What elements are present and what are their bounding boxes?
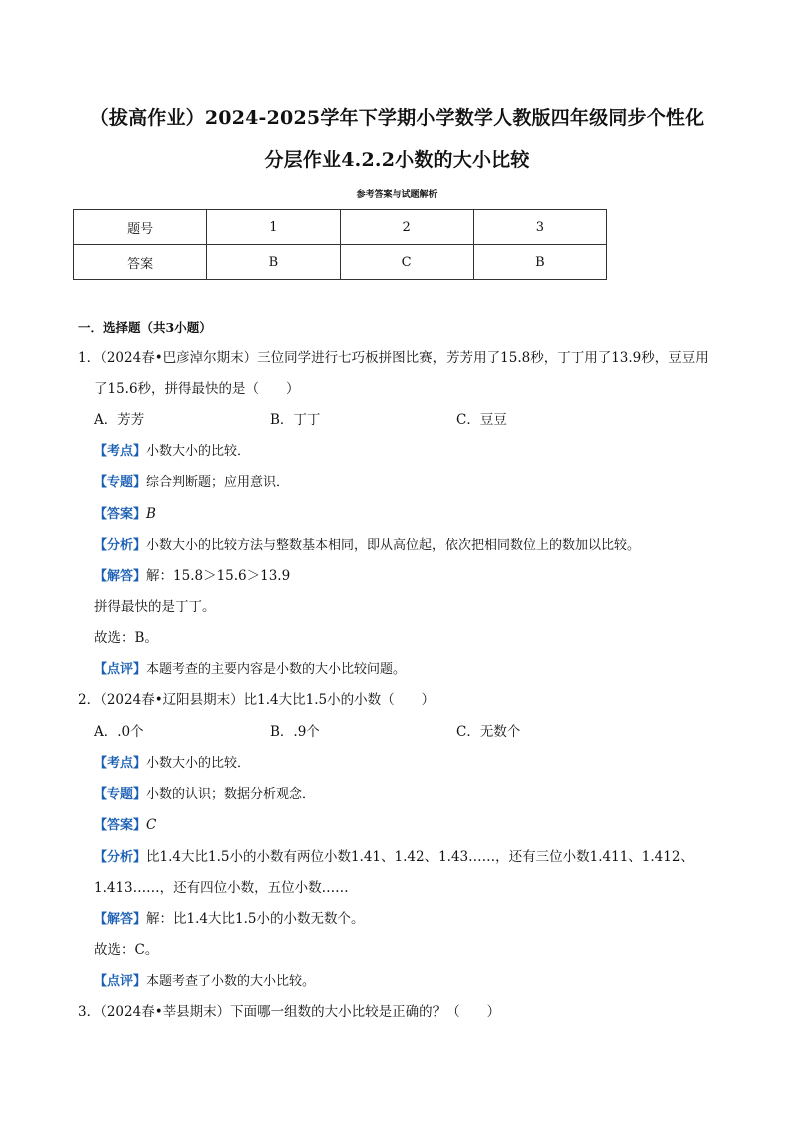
dianping-label: 【点评】	[94, 974, 147, 989]
q1-jieda-line3: 故选：B。	[94, 630, 158, 646]
q2-stem-line1: 2．（2024春•辽阳县期末）比1.4大比1.5小的小数（ ）	[78, 692, 436, 708]
q1-stem-line2: 了15.6秒，拼得最快的是（ ）	[94, 381, 300, 397]
q1-jieda-line2: 拼得最快的是丁丁。	[94, 599, 216, 615]
q1-option-b: B．丁丁	[270, 412, 321, 428]
table-cell: 答案	[74, 245, 207, 280]
doc-subtitle: 参考答案与试题解析	[356, 190, 438, 200]
q1-daan	[94, 504, 156, 525]
fenxi-label: 【分析】	[94, 538, 147, 553]
table-cell: 3	[473, 210, 606, 245]
q1-daan-text: B	[146, 506, 156, 522]
q2-daan-text: C	[146, 817, 157, 833]
q2-jieda-text: 解：比1.4大比1.5小的小数无数个。	[146, 911, 365, 927]
q1-fenxi	[94, 535, 640, 556]
q2-dianping	[94, 971, 315, 992]
table-cell: 2	[340, 210, 473, 245]
table-row	[74, 210, 607, 245]
zhuanti-label: 【专题】	[94, 475, 147, 490]
table-cell: 1	[207, 210, 340, 245]
zhuanti-label: 【专题】	[94, 787, 147, 802]
q2-fenxi-text: 比1.4大比1.5小的小数有两位小数1.41、1.42、1.43……，还有三位小数1.411、1.412、	[146, 849, 694, 865]
q1-jieda	[94, 566, 290, 587]
daan-label: 【答案】	[94, 818, 147, 833]
q1-dianping	[94, 659, 406, 680]
jieda-label: 【解答】	[94, 569, 147, 584]
q1-stem-line1: 1．（2024春•巴彦淖尔期末）三位同学进行七巧板拼图比赛，芳芳用了15.8秒，丁丁用了13.9秒，豆豆用	[78, 350, 709, 366]
doc-title-line1: （拔高作业）2024-2025学年下学期小学数学人教版四年级同步个性化	[89, 107, 705, 129]
dianping-label: 【点评】	[94, 662, 147, 677]
section-heading: 一．选择题（共3小题）	[78, 320, 212, 335]
kaodian-label: 【考点】	[94, 756, 147, 771]
q1-option-c: C．豆豆	[456, 412, 507, 428]
q1-option-a: A．芳芳	[94, 412, 145, 428]
q1-fenxi-text: 小数大小的比较方法与整数基本相同，即从高位起，依次把相同数位上的数加以比较。	[146, 538, 641, 553]
q2-dianping-text: 本题考查了小数的大小比较。	[146, 974, 316, 989]
q2-zhuanti-text: 小数的认识；数据分析观念．	[146, 787, 316, 802]
q2-jieda-line3: 故选：C。	[94, 942, 159, 958]
q2-option-a: A．.0个	[94, 724, 144, 740]
table-cell: B	[473, 245, 606, 280]
table-cell: 题号	[74, 210, 207, 245]
q3-stem-line1: 3．（2024春•莘县期末）下面哪一组数的大小比较是正确的？（ ）	[78, 1004, 501, 1020]
q1-zhuanti	[94, 472, 289, 493]
q1-kaodian-text: 小数大小的比较．	[146, 444, 251, 459]
table-cell: B	[207, 245, 340, 280]
q2-kaodian-text: 小数大小的比较．	[146, 756, 251, 771]
jieda-label: 【解答】	[94, 912, 147, 927]
q1-kaodian	[94, 441, 250, 462]
answer-table	[73, 209, 607, 280]
q1-jieda-text: 解：15.8＞15.6＞13.9	[146, 568, 291, 584]
fenxi-label: 【分析】	[94, 850, 147, 865]
table-row	[74, 245, 607, 280]
q2-jieda	[94, 909, 364, 930]
q2-option-b: B．.9个	[270, 724, 320, 740]
q2-fenxi-line2: 1.413……，还有四位小数，五位小数……	[94, 880, 349, 896]
kaodian-label: 【考点】	[94, 444, 147, 459]
q1-dianping-text: 本题考查的主要内容是小数的大小比较问题。	[146, 662, 407, 677]
q2-option-c: C．无数个	[456, 724, 521, 740]
q1-zhuanti-text: 综合判断题；应用意识．	[146, 475, 290, 490]
daan-label: 【答案】	[94, 507, 147, 522]
doc-title-line2: 分层作业4.2.2小数的大小比较	[264, 149, 530, 171]
table-cell: C	[340, 245, 473, 280]
q2-daan	[94, 815, 156, 836]
q2-fenxi	[94, 847, 694, 868]
q2-zhuanti	[94, 784, 315, 805]
q2-kaodian	[94, 753, 250, 774]
